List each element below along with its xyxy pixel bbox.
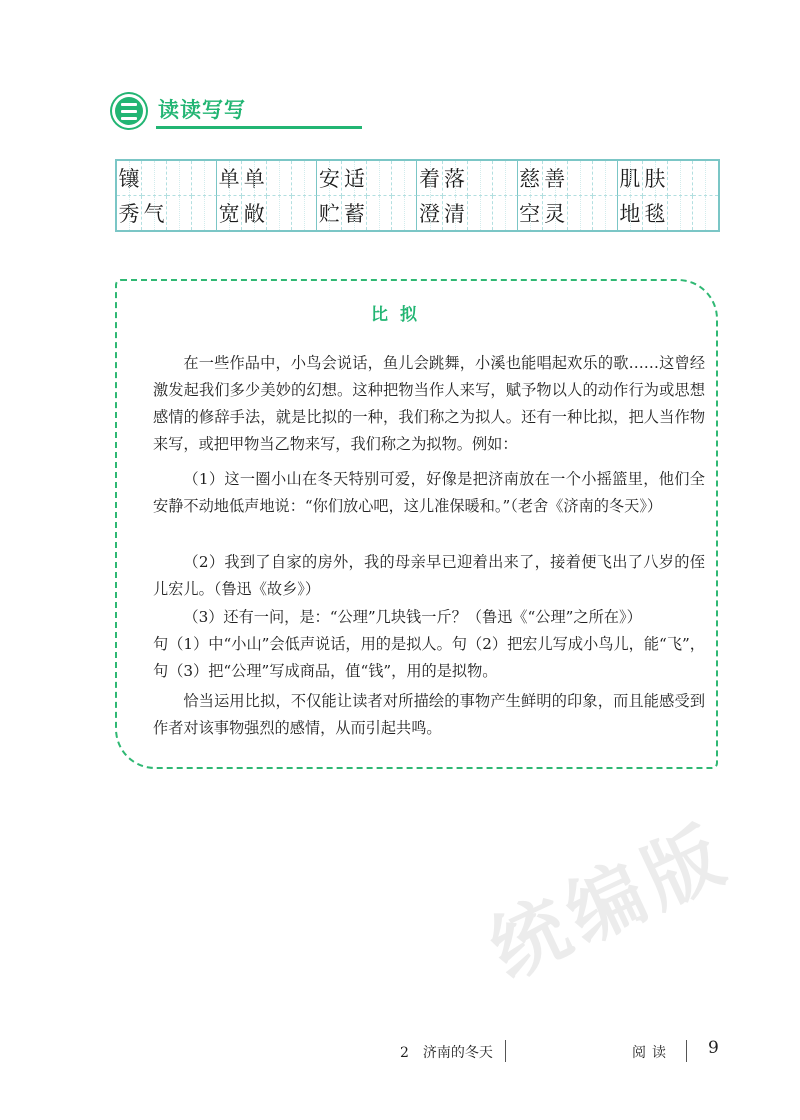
vocab-cell: 慈: [518, 161, 543, 196]
section-three-icon: [112, 94, 146, 128]
vocab-cell: [693, 161, 718, 196]
vocab-cell: [568, 161, 593, 196]
vocab-cell: 气: [142, 196, 167, 231]
footer-divider: [686, 1040, 687, 1062]
intro-paragraph: 在一些作品中，小鸟会说话，鱼儿会跳舞，小溪也能唱起欢乐的歌……这曾经激发起我们多少美妙的幻想。这种把物当作人来写，赋予物以人的动作行为或思想感情的修辞手法，就是比拟的一种，我们称之为拟人。还有一种比拟，把人当作物来写，或把甲物当乙物来写，我们称之为拟物。例如：: [153, 354, 705, 453]
vocab-cell: [493, 196, 518, 231]
vocab-cell: [167, 161, 192, 196]
vocab-cell: 肌: [618, 161, 643, 196]
vocab-cell: 善: [543, 161, 568, 196]
knowledge-box-title: 比拟: [371, 305, 429, 325]
vocab-cell: 安: [317, 161, 342, 196]
page-number: 9: [708, 1038, 719, 1058]
section-underline: [156, 126, 362, 129]
vocab-cell: [668, 196, 693, 231]
vocab-cell: 秀: [117, 196, 142, 231]
section-title: 读读写写: [158, 98, 246, 122]
vocab-cell: 灵: [543, 196, 568, 231]
vocab-cell: 适: [342, 161, 367, 196]
vocab-cell: [493, 161, 518, 196]
vocab-cell: [192, 161, 217, 196]
vocab-cell: [142, 161, 167, 196]
conclusion-paragraph: 恰当运用比拟，不仅能让读者对所描绘的事物产生鲜明的印象，而且能感受到作者对该事物强烈的感情，从而引起共鸣。: [153, 692, 705, 737]
vocab-cell: 贮: [317, 196, 342, 231]
vocab-cell: 落: [443, 161, 468, 196]
example-3: （3）还有一问，是：“公理”几块钱一斤？（鲁迅《“公理”之所在》）: [183, 608, 642, 626]
watermark: 统编版: [476, 808, 743, 996]
vocab-cell: [267, 161, 292, 196]
vocab-cell: 敞: [242, 196, 267, 231]
vocab-cell: [292, 161, 317, 196]
vocab-cell: 镶: [117, 161, 142, 196]
vocab-cell: [367, 161, 392, 196]
vocab-cell: [693, 196, 718, 231]
vocab-cell: 地: [618, 196, 643, 231]
vocab-cell: 肤: [643, 161, 668, 196]
vocab-cell: 单: [242, 161, 267, 196]
vocab-cell: [192, 196, 217, 231]
vocab-cell: [267, 196, 292, 231]
vocab-cell: [568, 196, 593, 231]
vocab-cell: [392, 161, 417, 196]
vocab-cell: [468, 161, 493, 196]
vocab-cell: 宽: [217, 196, 242, 231]
vocab-cell: 单: [217, 161, 242, 196]
example-1: （1）这一圈小山在冬天特别可爱，好像是把济南放在一个小摇篮里，他们全安静不动地低声地说：“你们放心吧，这儿准保暖和。”（老舍《济南的冬天》）: [153, 470, 705, 515]
example-2: （2）我到了自家的房外，我的母亲早已迎着出来了，接着便飞出了八岁的侄儿宏儿。（鲁迅《故乡》）: [153, 553, 705, 598]
vocab-cell: [593, 161, 618, 196]
vocab-cell: 澄: [417, 196, 442, 231]
vocabulary-grid: [115, 159, 720, 232]
vocab-cell: 蓄: [342, 196, 367, 231]
vocab-cell: 毯: [643, 196, 668, 231]
vocab-cell: [367, 196, 392, 231]
analysis-paragraph: 句（1）中“小山”会低声说话，用的是拟人。句（2）把宏儿写成小鸟儿，能“飞”，句（3）把“公理”写成商品，值“钱”，用的是拟物。: [153, 635, 705, 680]
footer-divider: [505, 1040, 506, 1062]
vocab-cell: [292, 196, 317, 231]
vocab-cell: [668, 161, 693, 196]
vocab-cell: [468, 196, 493, 231]
vocab-cell: [392, 196, 417, 231]
vocab-cell: 着: [417, 161, 442, 196]
vocab-cell: 清: [443, 196, 468, 231]
vocab-cell: [593, 196, 618, 231]
footer-section: 阅读: [632, 1045, 672, 1061]
footer-chapter: 2 济南的冬天: [400, 1045, 493, 1061]
vocab-cell: [167, 196, 192, 231]
vocab-cell: 空: [518, 196, 543, 231]
